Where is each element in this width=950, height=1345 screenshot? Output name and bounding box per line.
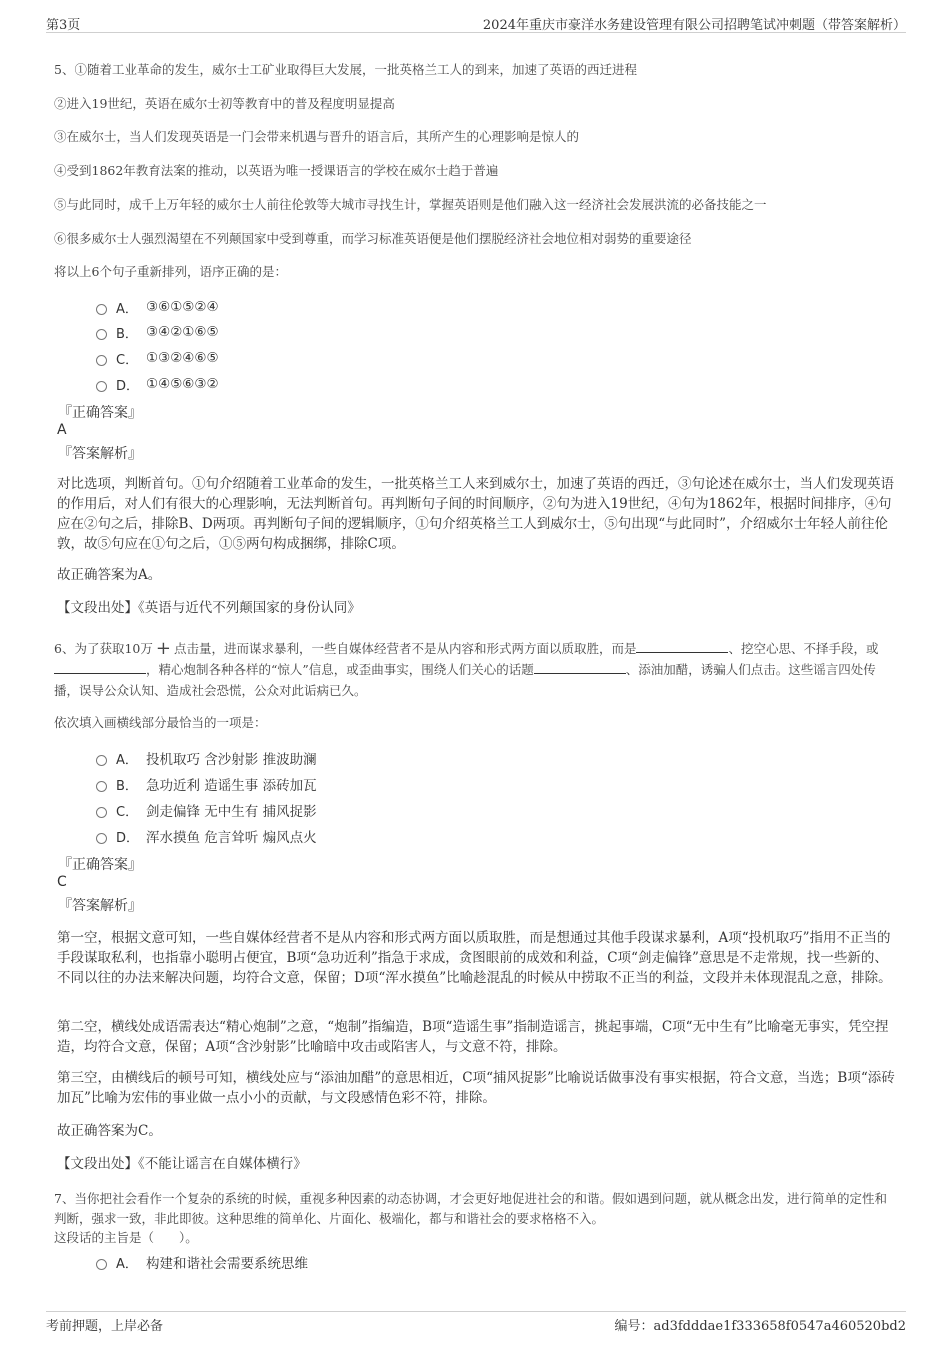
blank-3 <box>534 661 626 674</box>
q6-option-c[interactable]: C． 剑走偏锋 无中生有 捕风捉影 <box>96 800 317 820</box>
document-id: 编号：ad3fdddae1f333658f0547a460520bd2 <box>614 1319 906 1334</box>
blank-1 <box>636 640 728 653</box>
plus-sign: + <box>155 638 171 659</box>
radio-icon[interactable] <box>96 781 107 792</box>
blank-2 <box>54 661 146 674</box>
q6-answer-heading: 『正确答案』 <box>58 857 142 873</box>
radio-icon[interactable] <box>96 833 107 844</box>
radio-icon[interactable] <box>96 1259 107 1270</box>
document-title: 2024年重庆市豪洋水务建设管理有限公司招聘笔试冲刺题（带答案解析） <box>482 18 906 33</box>
q5-option-d[interactable]: D． ①④⑤⑥③② <box>96 374 219 394</box>
q7-prompt: 这段话的主旨是（ ）。 <box>54 1230 198 1245</box>
q7-stem: 7、当你把社会看作一个复杂的系统的时候，重视多种因素的动态协调，才会更好地促进社会的和谐。假如遇到问题，就从概念出发，进行简单的定性和判断，强求一致，非此即彼。这种思维的简单化、片面化、极端化，都与和谐社会的要求格格不入。 <box>54 1191 887 1226</box>
q5-analysis-heading: 『答案解析』 <box>58 446 142 462</box>
q5-sentence-2: ②进入19世纪，英语在威尔士初等教育中的普及程度明显提高 <box>54 96 395 111</box>
q6-option-b[interactable]: B． 急功近利 造谣生事 添砖加瓦 <box>96 774 317 794</box>
q5-conclusion: 故正确答案为A。 <box>57 567 162 583</box>
q5-option-b[interactable]: B． ③④②①⑥⑤ <box>96 322 219 342</box>
radio-icon[interactable] <box>96 304 107 315</box>
radio-icon[interactable] <box>96 755 107 766</box>
q5-option-c[interactable]: C． ①③②④⑥⑤ <box>96 348 219 368</box>
q6-option-a[interactable]: A． 投机取巧 含沙射影 推波助澜 <box>96 748 317 768</box>
page-header <box>46 10 906 33</box>
q5-answer-heading: 『正确答案』 <box>58 405 142 421</box>
footer-slogan: 考前押题，上岸必备 <box>46 1319 164 1334</box>
radio-icon[interactable] <box>96 807 107 818</box>
q5-answer: A <box>57 422 67 438</box>
q5-analysis: 对比选项，判断首句。①句介绍随着工业革命的发生，一批英格兰工人来到威尔士，加速了英语的西迁，③句论述在威尔士，当人们发现英语的作用后，对人们有很大的心理影响，无法判断首句。再判断句子间的时间顺序，②句为进入19世纪，④句为1862年，根据时间排序，④句应在②句之后，排除B、D两项。再判断句子间的逻辑顺序，①句介绍英格兰工人到威尔士，⑤句出现“与此同时”，介绍威尔士年轻人前往伦敦，故⑤句应在①句之后，①⑤两句构成捆绑，排除C项。 <box>57 476 894 552</box>
q5-sentence-5: ⑤与此同时，成千上万年轻的威尔士人前往伦敦等大城市寻找生计，掌握英语则是他们融入这一经济社会发展洪流的必备技能之一 <box>54 197 767 212</box>
q5-sentence-6: ⑥很多威尔士人强烈渴望在不列颠国家中受到尊重，而学习标准英语便是他们摆脱经济社会地位相对弱势的重要途径 <box>54 231 692 246</box>
radio-icon[interactable] <box>96 381 107 392</box>
q6-analysis-3: 第三空，由横线后的顿号可知，横线处应与“添油加醋”的意思相近，C项“捕风捉影”比喻说话做事没有事实根据，符合文意，当选；B项“添砖加瓦”比喻为宏伟的事业做一点小小的贡献，与文段感情色彩不符，排除。 <box>57 1070 895 1106</box>
q6-analysis-2: 第二空，横线处成语需表达“精心炮制”之意，“炮制”指编造，B项“造谣生事”指制造谣言，挑起事端，C项“无中生有”比喻毫无事实，凭空捏造，均符合文意，保留；A项“含沙射影”比喻暗中攻击或陷害人，与文意不符，排除。 <box>57 1019 889 1055</box>
q6-analysis-heading: 『答案解析』 <box>58 898 142 914</box>
q6-answer: C <box>57 874 67 890</box>
radio-icon[interactable] <box>96 355 107 366</box>
q6-analysis-1: 第一空，根据文意可知，一些自媒体经营者不是从内容和形式两方面以质取胜，而是想通过其他手段谋求暴利，A项“投机取巧”指用不正当的手段谋取私利，也指靠小聪明占便宜，B项“急功近利”指急于求成，贪图眼前的成效和利益，C项“剑走偏锋”意思是不走常规，找一些新的、不同以往的办法来解决问题，均符合文意，保留；D项“浑水摸鱼”比喻趁混乱的时候从中捞取不正当的利益，文段并未体现混乱之意，排除。 <box>57 930 892 986</box>
q5-sentence-4: ④受到1862年教育法案的推动，以英语为唯一授课语言的学校在威尔士趋于普遍 <box>54 163 499 178</box>
q7-option-a[interactable]: A． 构建和谐社会需要系统思维 <box>96 1252 308 1272</box>
q5-sentence-3: ③在威尔士，当人们发现英语是一门会带来机遇与晋升的语言后，其所产生的心理影响是惊人的 <box>54 129 580 144</box>
q6-prompt: 依次填入画横线部分最恰当的一项是： <box>54 715 267 730</box>
q6-source: 【文段出处】《不能让谣言在自媒体横行》 <box>57 1156 307 1172</box>
page-number: 第3页 <box>46 18 81 33</box>
q6-conclusion: 故正确答案为C。 <box>57 1123 162 1139</box>
q6-option-d[interactable]: D． 浑水摸鱼 危言耸听 煽风点火 <box>96 826 317 846</box>
q6-stem: 6、为了获取10万 + 点击量，进而谋求暴利，一些自媒体经营者不是从内容和形式两方面以质取胜，而是 、挖空心思、不择手段，或，精心炮制各种各样的“惊人”信息，或歪曲事实，围绕人们关心的话题 、添油加醋，诱骗人们点击。这些谣言四处传播，误导公众认知、造成社会恐慌，公众对此诟病已久。 <box>54 638 879 698</box>
page-footer <box>46 1311 906 1336</box>
q5-source: 【文段出处】《英语与近代不列颠国家的身份认同》 <box>57 600 361 616</box>
radio-icon[interactable] <box>96 329 107 340</box>
q5-sentence-1: 5、①随着工业革命的发生，威尔士工矿业取得巨大发展，一批英格兰工人的到来，加速了英语的西迁进程 <box>54 62 637 77</box>
q5-option-a[interactable]: A． ③⑥①⑤②④ <box>96 297 219 317</box>
q5-prompt: 将以上6个句子重新排列，语序正确的是： <box>54 264 287 279</box>
